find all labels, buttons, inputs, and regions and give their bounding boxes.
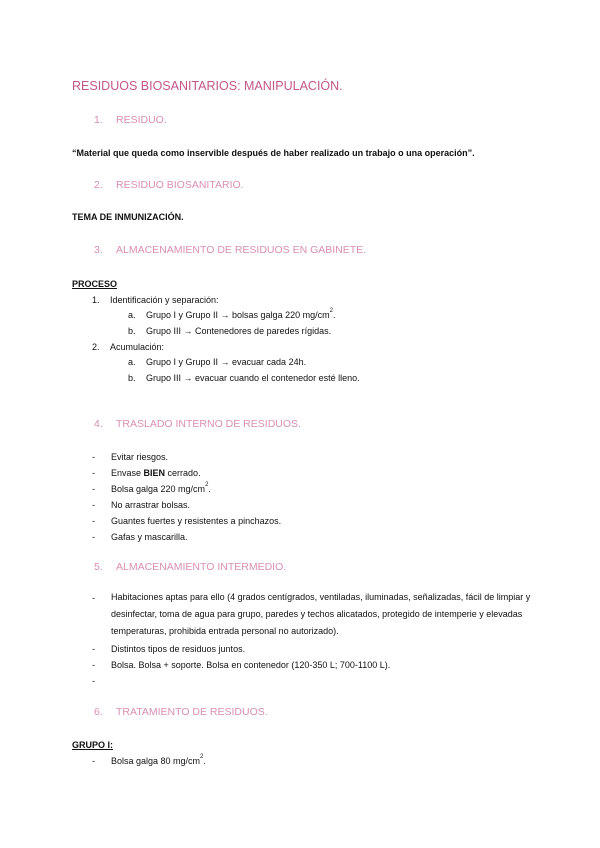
bullet-dash: - xyxy=(92,593,95,603)
substep-letter: b. xyxy=(128,373,136,383)
substep-letter: a. xyxy=(128,310,136,320)
bullet-dash: - xyxy=(92,452,95,462)
superscript: 2 xyxy=(329,308,333,314)
superscript: 2 xyxy=(205,482,209,488)
section-heading-tratamiento xyxy=(94,706,268,718)
list-item xyxy=(92,644,245,654)
bullet-dash: - xyxy=(92,500,95,510)
section-label: RESIDUO BIOSANITARIO. xyxy=(116,179,244,191)
substep-text: Grupo I y Grupo II → evacuar cada 24h. xyxy=(146,357,307,367)
section-label: TRATAMIENTO DE RESIDUOS. xyxy=(116,706,268,718)
proceso-step-1 xyxy=(92,295,219,305)
list-item xyxy=(92,532,188,542)
substep-text: Grupo III → Contenedores de paredes rígidas. xyxy=(146,326,332,336)
list-item xyxy=(92,756,206,766)
substep-text: Grupo I y Grupo II → bolsas galga 220 mg/cm xyxy=(146,310,330,320)
list-item xyxy=(92,500,190,510)
list-item-empty xyxy=(92,676,111,686)
list-item xyxy=(92,484,211,494)
proceso-substep xyxy=(128,373,360,383)
item-text: Bolsa galga 220 mg/cm xyxy=(111,484,206,494)
section-label: ALMACENAMIENTO INTERMEDIO. xyxy=(116,561,287,573)
bullet-dash: - xyxy=(92,676,95,686)
list-item xyxy=(92,452,168,462)
step-label: Acumulación: xyxy=(110,342,165,352)
residuo-definition: “Material que queda como inservible después de haber realizado un trabajo o una operación”. xyxy=(72,148,475,158)
item-text: Bolsa. Bolsa + soporte. Bolsa en contenedor (120-350 L; 700-1100 L). xyxy=(111,660,391,670)
list-item xyxy=(92,593,543,644)
section-number: 4. xyxy=(94,418,103,430)
section-number: 5. xyxy=(94,561,103,573)
item-text: Bolsa galga 80 mg/cm xyxy=(111,756,201,766)
step-number: 2. xyxy=(92,342,100,352)
list-item xyxy=(92,468,201,478)
bullet-dash: - xyxy=(92,468,95,478)
section-number: 6. xyxy=(94,706,103,718)
bullet-dash: - xyxy=(92,516,95,526)
section-heading-almacenamiento-gabinete xyxy=(94,244,366,256)
section-label: RESIDUO. xyxy=(116,114,167,126)
substep-letter: a. xyxy=(128,357,136,367)
section-number: 1. xyxy=(94,114,103,126)
substep-tail: . xyxy=(332,310,336,320)
item-text: Envase xyxy=(111,468,144,478)
proceso-substep xyxy=(128,326,331,336)
proceso-heading: PROCESO xyxy=(72,279,118,289)
section-heading-residuo xyxy=(94,114,167,126)
section-heading-traslado xyxy=(94,418,301,430)
step-label: Identificación y separación: xyxy=(110,295,219,305)
bullet-dash: - xyxy=(92,484,95,494)
bullet-dash: - xyxy=(92,660,95,670)
item-text: Distintos tipos de residuos juntos. xyxy=(111,644,246,654)
section-number: 3. xyxy=(94,244,103,256)
item-text-tail: . xyxy=(203,756,206,766)
item-emphasis: BIEN xyxy=(143,468,166,478)
item-text-tail: . xyxy=(208,484,211,494)
section-label: TRASLADO INTERNO DE RESIDUOS. xyxy=(116,418,301,430)
proceso-step-2 xyxy=(92,342,164,352)
bullet-dash: - xyxy=(92,644,95,654)
substep-letter: b. xyxy=(128,326,136,336)
step-number: 1. xyxy=(92,295,100,305)
substep-text: Grupo III → evacuar cuando el contenedor esté lleno. xyxy=(146,373,360,383)
item-text: Gafas y mascarilla. xyxy=(111,532,188,542)
document-title: RESIDUOS BIOSANITARIOS: MANIPULACIÓN. xyxy=(72,79,343,93)
section-number: 2. xyxy=(94,179,103,191)
biosanitario-text: TEMA DE INMUNIZACIÓN. xyxy=(72,212,184,222)
item-text: Guantes fuertes y resistentes a pinchazos. xyxy=(111,516,282,526)
proceso-substep xyxy=(128,357,306,367)
item-text: Evitar riesgos. xyxy=(111,452,169,462)
grupo-heading: GRUPO I: xyxy=(72,740,114,750)
list-item xyxy=(92,516,281,526)
bullet-dash: - xyxy=(92,756,95,766)
section-heading-almacenamiento-intermedio xyxy=(94,561,286,573)
item-text: No arrastrar bolsas. xyxy=(111,500,191,510)
proceso-substep xyxy=(128,310,335,320)
bullet-dash: - xyxy=(92,532,95,542)
section-label: ALMACENAMIENTO DE RESIDUOS EN GABINETE. xyxy=(116,244,367,256)
superscript: 2 xyxy=(200,754,204,760)
section-heading-residuo-biosanitario xyxy=(94,179,244,191)
list-item xyxy=(92,660,390,670)
item-text: Habitaciones aptas para ello (4 grados centígrados, ventiladas, iluminadas, señalizadas, fácil de limpiar y desinfectar, toma de agua para grupo, paredes y techos alicatados, protegido de intemperie y elevadas temperaturas, prohibida entrada personal no autorizado). xyxy=(111,592,531,636)
item-text-tail: cerrado. xyxy=(165,468,201,478)
